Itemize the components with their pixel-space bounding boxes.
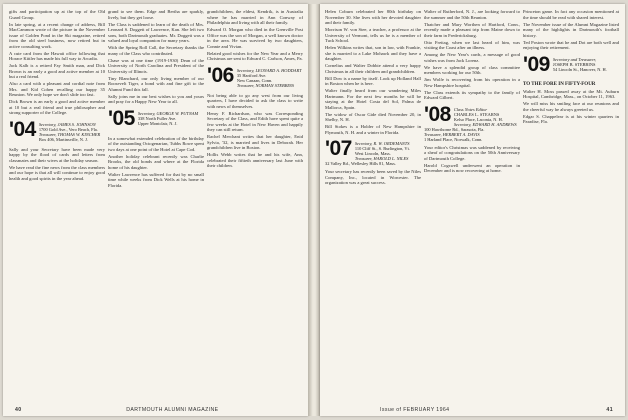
paragraph: The Class extends its sympathy to the family of Edward Gilbert. bbox=[424, 89, 520, 100]
paragraph: Bill Stokes is a Holder of New Hampshire in Plymouth, N. H. and a winter in Florida. bbox=[325, 124, 421, 135]
class-city: West Lincoln, Mass. bbox=[354, 151, 391, 156]
class-secretary: Secretary, LEONARD A. HODDART bbox=[236, 67, 302, 73]
issue-date: Issue of FEBRUARY 1964 bbox=[380, 407, 450, 413]
class-year: '04 bbox=[9, 117, 36, 141]
paragraph: The Class is saddened to learn of the death of Mrs. Leonard S. Doggett of Lawrence, Kan. She left two sons, both Dartmouth graduates. Mr. Doggett was a valued and loyal companion for many years. bbox=[108, 21, 204, 43]
class-header-07 bbox=[325, 139, 421, 166]
right-column-2 bbox=[424, 9, 520, 401]
magazine-title: DARTMOUTH ALUMNI MAGAZINE bbox=[126, 407, 219, 413]
class-year: '05 bbox=[108, 106, 135, 130]
class-year: '06 bbox=[207, 63, 234, 87]
class-header-05 bbox=[108, 106, 204, 133]
paragraph: Walter finally heard from our wandering Miles Hartmann. For the next few months he will be staying at the Hotel Costa del Sol, Palma de Mallorca, Spain. bbox=[325, 88, 421, 110]
class-header-09 bbox=[523, 52, 619, 79]
class-address: 338 North Fuller Ave. bbox=[137, 115, 177, 121]
book-gutter bbox=[308, 4, 320, 416]
class-header-08 bbox=[424, 102, 520, 142]
paragraph: Your secretary has recently been saved by the Niles Company, Inc., located in Worcester. The organization was a great success. bbox=[325, 169, 421, 185]
page-number: 40 bbox=[15, 407, 22, 413]
paragraph: Henry F. Richardson, who was Corresponding Secretary of the Class, and Edith have spent quite a few weeks at the Hotel in New Haven and happily they can still return. bbox=[207, 110, 303, 132]
class-year: '08 bbox=[424, 102, 451, 126]
paragraph: We will miss his smiling face at our reunions and the cheerful way he always greeted us. bbox=[523, 101, 619, 112]
class-city: Upper Montclair, N. J. bbox=[137, 120, 178, 126]
paragraph: Walter Lawrence has suffered for that by no small time while weeks from Dick Wells at his home in Florida. bbox=[108, 171, 204, 188]
right-page bbox=[320, 4, 625, 416]
class-secretary-treasurer: Secretary and Treasurer, bbox=[552, 56, 596, 62]
paragraph: Another holiday celebrant recently was Charlie Brooks, the old bonds and where at the Florida home of his daughter. bbox=[108, 153, 204, 170]
paragraph: Otto Freitag, when we last heard of him, was visiting the Coast after an illness. bbox=[424, 39, 520, 50]
class-address: 35 Hartford Ave. bbox=[236, 72, 267, 78]
class-treasurer: Treasurer, THOMAS W. KINCHER bbox=[38, 131, 101, 137]
paragraph: Your editor's Christmas was saddened by receiving a sheaf of congratulations on the 50th Anniversary of Dartmouth College. bbox=[424, 144, 520, 161]
paragraph: Belated good wishes for the New Year and a Merry Christmas are sent to Edward C. Carlson, Ames, Pa. bbox=[207, 50, 303, 61]
class-officer-name: JOSEPH B. STEBBINS bbox=[552, 61, 596, 67]
paragraph: Among the New Year's cards, a message of good wishes was from Jack Lorenz. bbox=[424, 52, 520, 63]
class-treasurer-address: 1 Harland Place, Norwalk, Conn. bbox=[424, 136, 483, 142]
paragraph: Also a card with a pleasant and cordial note from Mrs. and Kid Cohen recalling our happy 35 Reunion. We only hope we don't slide too fast. bbox=[9, 81, 105, 97]
paragraph: In late spring, at a recent change of address, Bill MacCammon wrote of the picture in the November issue of Golden Pond in the Ski magazine, retired from the old steel business, now retired but in active consulting work. bbox=[9, 21, 105, 49]
paragraph: With the Spring Roll Call, the Secretary thanks the many of the Class who contributed. bbox=[108, 45, 204, 56]
class-header-04 bbox=[9, 117, 105, 144]
paragraph: Edward O. Morgan who died in the Grenville Post Office was the son of Morgan, a well known doctor in the area. He was survived by two daughters, Connie and Vivian. bbox=[207, 27, 303, 49]
paragraph: Morrison W. von Stee, a teacher, a professor at the University of Vermont, tells us he is a member of Tuck School. bbox=[325, 27, 421, 43]
paragraph: Ted Poston wrote that he and Dot are both well and enjoying their retirement. bbox=[523, 39, 619, 50]
left-page bbox=[3, 4, 308, 416]
paragraph: Walter of Rutherford, N. J., are looking forward to the summer and the 50th Reunion. bbox=[424, 9, 520, 20]
class-address: Kelso Place, Laconia, N. H. bbox=[453, 116, 503, 122]
class-address: 1700 Gold Ave., Vero Beach, Fla. bbox=[38, 126, 98, 132]
class-year: '09 bbox=[523, 52, 550, 76]
class-secretary: Secretary, GEORGE W. PUTNAM bbox=[137, 110, 199, 116]
paragraph: Thatcher and Mary Worthen of Hartford, Conn., recently made a pleasant trip from Maine down to their farm in Fredericksburg. bbox=[424, 21, 520, 38]
paragraph: Tiny Blanchard, our only living member of our Roosevelt Tiger, a bond with and fine gift to the Alumni Fund this fall. bbox=[108, 75, 204, 92]
left-column-2 bbox=[108, 9, 204, 401]
right-page-footer bbox=[380, 407, 619, 413]
class-secretary: Secretary, EDWARD H. ANDREWS bbox=[453, 121, 517, 127]
paragraph: Not being able to go any west from our living quarters, I have decided to ask the class to write with news of themselves. bbox=[207, 92, 303, 109]
paragraph: Harold Cogswell underwent an operation in December and is now recovering at home. bbox=[424, 162, 520, 173]
right-column-3 bbox=[523, 9, 619, 401]
paragraph: We have a splendid group of class committee members working for our 50th. bbox=[424, 64, 520, 75]
class-city: New Canaan, Conn. bbox=[236, 77, 273, 83]
paragraph: Hollis Webb writes that he and his wife, Ann, celebrated their fiftieth anniversary last June with their children. bbox=[207, 152, 303, 168]
left-column-1 bbox=[9, 9, 105, 401]
left-column-3 bbox=[207, 9, 303, 401]
class-treasurer: Treasurer, HAROLD L. NILES bbox=[354, 156, 409, 161]
paragraph: Sally and your Secretary have been made very happy by the flood of cards and letters from classmates and their wives at the holiday season. bbox=[9, 146, 105, 163]
paragraph: gifts and participation up at the top of the Old Guard Group. bbox=[9, 9, 105, 20]
class-secretary: Secretary, JAMES S. JOHNSON bbox=[38, 121, 96, 127]
paragraph: Rachel Merchant writes that her daughter, Enid Sylvia, '32, is married and lives in Deborah. Her grandchildren live in Boston. bbox=[207, 134, 303, 150]
class-treasurer: Treasurer, NORMAN STEBBINS bbox=[236, 82, 294, 88]
class-treasurer-address: Box 406, Martinsville, N. J. bbox=[38, 136, 88, 142]
class-treasurer-address: 32 Valley Rd., Wellesley Hills 81, Mass. bbox=[325, 161, 396, 166]
right-column-1 bbox=[325, 9, 421, 401]
class-treasurer: Treasurer, HERBERT A. DAVIS bbox=[424, 131, 480, 137]
page-number: 41 bbox=[606, 407, 613, 413]
paragraph: Helen Wilkins writes that, son in law, with Frankie, she is married to a Lake Mohawk and they have a daughter. bbox=[325, 45, 421, 61]
class-motto: TO THE FORE IN FIFTY-FOUR bbox=[523, 81, 596, 87]
paragraph: Sally joins me in our best wishes to you and yours and pray for a Happy New Year to all. bbox=[108, 93, 204, 104]
class-year: '07 bbox=[325, 137, 352, 160]
class-editor-name: CHARLES L. STEARNS bbox=[453, 111, 500, 117]
paragraph: Bill Dow is a name by itself. Look up Holland Hall in Boston when he is here. bbox=[325, 75, 421, 86]
class-secretary: Secretary, R. W. ORDEMANTS bbox=[354, 141, 410, 146]
paragraph: Chase was at one time (1919-1930) Dean of the University of North Carolina and President of the University of Illinois. bbox=[108, 57, 204, 74]
paragraph: Dick Brown is an early a good and active member at 10 but a real friend and true philosopher and strong supporter of the College. bbox=[9, 99, 105, 115]
paragraph: Edgar S. Chappelear is at his winter quarters in Paradise, Fla. bbox=[523, 113, 619, 124]
class-address: 110 Cliff St., S. Burlington, Vt. bbox=[354, 146, 410, 151]
class-notes-editor: Class Notes Editor bbox=[453, 106, 488, 112]
class-address: 54 Lincoln St., Hanover, N. H. bbox=[552, 66, 607, 72]
paragraph: Helen Coburn celebrated her 80th birthday on November 30. She lives with her devoted daughter and their family. bbox=[325, 9, 421, 25]
class-secretary-address: 100 Hawthorne Rd., Sarasota, Fla. bbox=[424, 126, 485, 132]
paragraph: Jim Wolfe is recovering from his operation in a New Hampshire hospital. bbox=[424, 77, 520, 88]
paragraph: A cute card from the Hawaii office following that Horace Kittler has made his full way to Arcadia. bbox=[9, 50, 105, 61]
left-page-footer bbox=[9, 407, 302, 413]
paragraph: The widow of Oscar Gide died November 20, in Shelby, N. H. bbox=[325, 111, 421, 122]
paragraph: Jack Kalb is a retired Fay Smith man, and Dick Brown is an early a good and active member at 10 but a real friend. bbox=[9, 63, 105, 79]
class-header-06 bbox=[207, 63, 303, 90]
paragraph: Princeton game. In fact any occasion mentioned at the time should be read with shared interest. bbox=[523, 9, 619, 20]
paragraph: We have read the fine news from the class members and our hope is that all will continue to enjoy good health and good spirits in the year ahead. bbox=[9, 164, 105, 181]
paragraph: grand to see them. Edge and Bertha are sparkly, lively, but they get loose. bbox=[108, 9, 204, 20]
paragraph: grandchildren, the eldest, Kendrik, is in Australia where he has married in Ann Conway of Philadelphia and living with all their family. bbox=[207, 9, 303, 25]
paragraph: Cornelius and Walter Dobbie attend a very happy Christmas in all their children and grandchildren. bbox=[325, 63, 421, 74]
paragraph: The November issue of the Alumni Magazine listed many of the highlights in Dartmouth's football history. bbox=[523, 21, 619, 38]
paragraph: In a somewhat extended celebration of the birthday of the outstanding Octogenarian, Tubbs Rowe spent two days at one point of the Hotel at Cape Cod. bbox=[108, 135, 204, 152]
paragraph: Walter H. Moss passed away at the Mt. Auburn Hospital, Cambridge, Mass., on October 11, 1963. bbox=[523, 88, 619, 99]
